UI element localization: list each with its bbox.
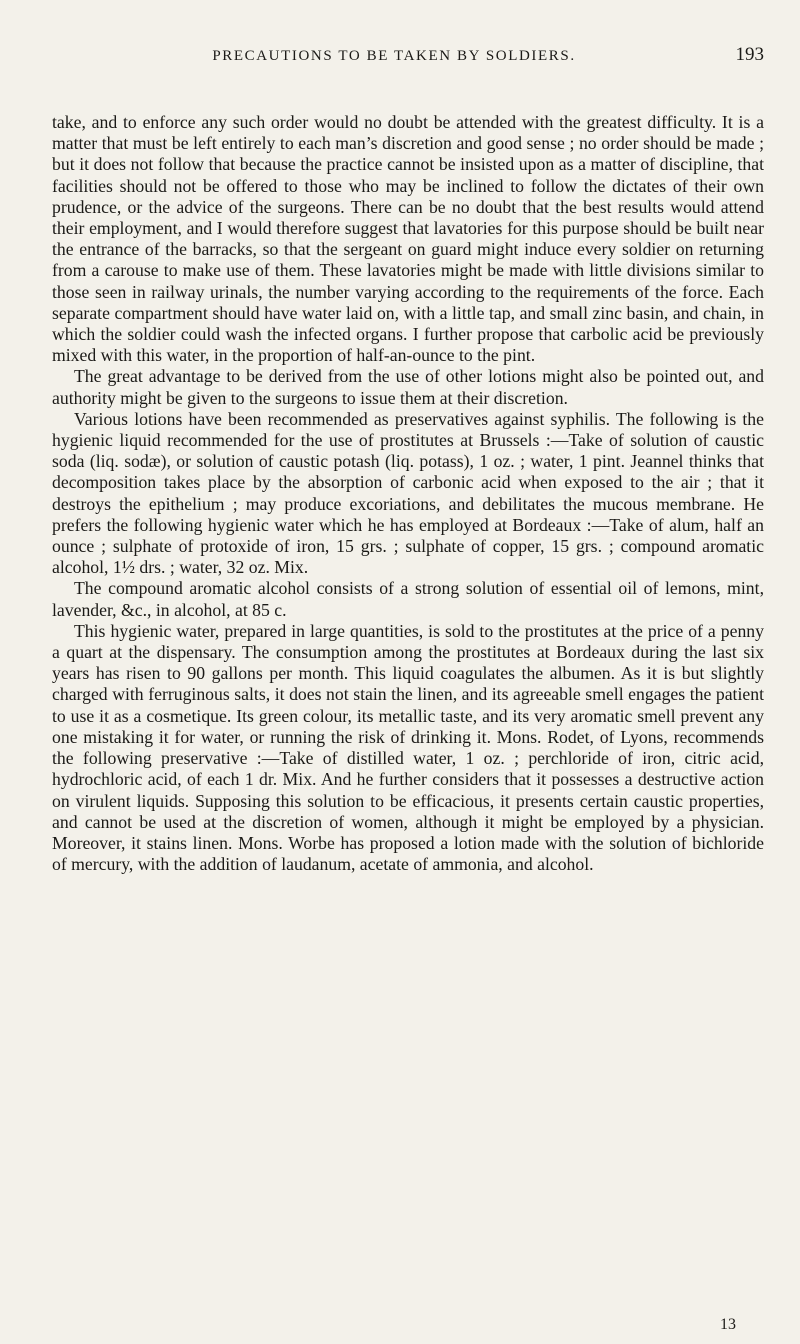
paragraph-preservatives: Various lotions have been recommended as preservatives against syphilis. The following is the hygienic liquid recommended for the use of prostitutes at Brussels :—Take of solution of caustic soda (liq. sodæ), or solution of caustic potash (liq. potass), 1 oz. ; water, 1 pint. Jeannel thinks that decomposition takes place by the absorption of carbonic acid when exposed to the air ; that it destroys the epithelium ; may produce excoriations, and debilitates the mucous membrane. He prefers the following hygienic water which he has employed at Bordeaux :—Take of alum, half an ounce ; sulphate of protoxide of iron, 15 grs. ; sulphate of copper, 15 grs. ; compound aromatic alcohol, 1½ drs. ; water, 32 oz. Mix. (52, 408, 764, 578)
paragraph-aromatic-alcohol: The compound aromatic alcohol consists of a strong solution of essential oil of lemons, mint, lavender, &c., in alcohol, at 85 c. (52, 578, 764, 620)
paragraph-lavatories: take, and to enforce any such order would no doubt be attended with the greatest difficulty. It is a matter that must be left entirely to each man’s discretion and good sense ; no order should be made ; but it does not follow that because the practice cannot be insisted upon as a matter of discipline, that facilities should not be offered to those who may be inclined to follow the dictates of their own prudence, or the advice of the surgeons. There can be no doubt that the best results would attend their employment, and I would therefore suggest that lavatories for this purpose should be built near the entrance of the barracks, so that the sergeant on guard might induce every soldier on returning from a carouse to make use of them. These lavatories might be made with little divisions similar to those seen in railway urinals, the number varying according to the requirements of the force. Each separate compartment should have water laid on, with a little tap, and small zinc basin, and chain, in which the soldier could wash the infected organs. I further propose that carbolic acid be previously mixed with this water, in the proportion of half-an-ounce to the pint. (52, 112, 764, 366)
paragraph-other-lotions: The great advantage to be derived from the use of other lotions might also be pointed out, and authority might be given to the surgeons to issue them at their discretion. (52, 366, 764, 408)
body-text (52, 112, 764, 875)
book-page (52, 44, 764, 1333)
running-title: PRECAUTIONS TO BE TAKEN BY SOLDIERS. (212, 48, 576, 64)
page-number: 193 (735, 44, 764, 65)
page-header (52, 44, 764, 72)
signature-mark: 13 (720, 1316, 736, 1333)
paragraph-hygienic-water: This hygienic water, prepared in large quantities, is sold to the prostitutes at the price of a penny a quart at the dispensary. The consumption among the prostitutes at Bordeaux during the last six years has risen to 90 gallons per month. This liquid coagulates the albumen. As it is but slightly charged with ferruginous salts, it does not stain the linen, and its agreeable smell engages the patient to use it as a cosmetique. Its green colour, its metallic taste, and its very aromatic smell prevent any one mistaking it for water, or running the risk of drinking it. Mons. Rodet, of Lyons, recommends the following preservative :—Take of distilled water, 1 oz. ; perchloride of iron, citric acid, hydrochloric acid, of each 1 dr. Mix. And he further considers that it possesses a destructive action on virulent liquids. Supposing this solution to be efficacious, it presents certain caustic properties, and cannot be used at the discretion of women, although it might be employed by a physician. Moreover, it stains linen. Mons. Worbe has proposed a lotion made with the solution of bichloride of mercury, with the addition of laudanum, acetate of ammonia, and alcohol. (52, 620, 764, 875)
